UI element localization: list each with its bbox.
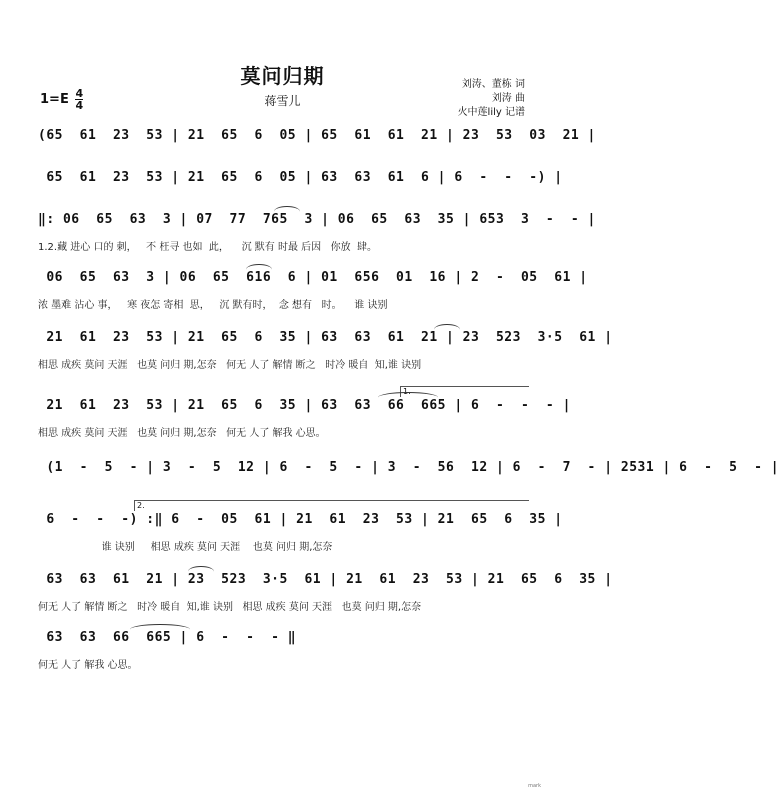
- lyrics-line: 谁 诀别 相思 成疾 莫问 天涯 也莫 问归 期,怎奈: [38, 542, 333, 553]
- notes-line: (65 61 23 53 | 21 65 6 05 | 65 61 61 21 | 23 53 03 21 |: [38, 128, 596, 143]
- lyrics-line: 何无 人了 解情 断之 时冷 暖自 知,谁 诀别 相思 成疾 莫问 天涯 也莫 问归 期,怎奈: [38, 602, 422, 613]
- key-signature: [40, 88, 83, 111]
- notes-line: 65 61 23 53 | 21 65 6 05 | 63 63 61 6 | 6 - - -) |: [38, 170, 563, 185]
- credit-score: 火中莲lily 记谱: [457, 107, 525, 118]
- notes-line: (1 - 5 - | 3 - 5 12 | 6 - 5 - | 3 - 56 12 | 6 - 7 - | 2531 | 6 - 5 - |: [38, 460, 779, 475]
- lyrics-line: 相思 成疾 莫问 天涯 也莫 问归 期,怎奈 何无 人了 解情 断之 时冷 暖自 知,谁 诀别: [38, 360, 422, 371]
- notes-line: 6 - - -) :‖ 6 - 05 61 | 21 61 23 53 | 21 65 6 35 |: [38, 512, 563, 527]
- notes-line: 21 61 23 53 | 21 65 6 35 | 63 63 61 21 | 23 523 3·5 61 |: [38, 330, 613, 345]
- time-bottom: 4: [75, 99, 84, 112]
- volta-second-ending: 2.: [134, 500, 529, 511]
- credit-lyrics: 刘涛、董栋 词: [461, 79, 525, 90]
- notes-line: 63 63 61 21 | 23 523 3·5 61 | 21 61 23 53 | 21 65 6 35 |: [38, 572, 613, 587]
- lyrics-line: 浓 墨难 沾心 事， 寒 夜怎 寄相 思， 沉 默有时， 念 想有 时。 谁 诀别: [38, 300, 388, 311]
- notes-line: 63 63 66 665 | 6 - - - ‖: [38, 630, 297, 645]
- singer-name: 蒋雪儿: [264, 94, 301, 108]
- time-signature: [75, 88, 83, 111]
- notes-line: ‖: 06 65 63 3 | 07 77 765 3 | 06 65 63 35 | 653 3 - - |: [38, 212, 596, 227]
- page-title: 莫问归期: [240, 64, 325, 88]
- watermark: mark: [528, 783, 541, 789]
- volta-first-ending: 1.: [400, 386, 529, 397]
- lyrics-line: 何无 人了 解我 心思。: [38, 660, 138, 671]
- credits: [458, 78, 525, 120]
- lyrics-line: 1.2.藏 进心 口的 刺， 不 枉寻 也如 此， 沉 默有 时最 后因 你放 肆。: [38, 242, 378, 253]
- credit-music: 刘涛 曲: [491, 93, 525, 104]
- notes-line: 06 65 63 3 | 06 65 616 6 | 01 656 01 16 | 2 - 05 61 |: [38, 270, 588, 285]
- time-top: 4: [75, 87, 84, 100]
- notes-line: 21 61 23 53 | 21 65 6 35 | 63 63 66 665 | 6 - - - |: [38, 398, 571, 413]
- key-label: 1=E: [40, 92, 69, 107]
- lyrics-line: 相思 成疾 莫问 天涯 也莫 问归 期,怎奈 何无 人了 解我 心思。: [38, 428, 326, 439]
